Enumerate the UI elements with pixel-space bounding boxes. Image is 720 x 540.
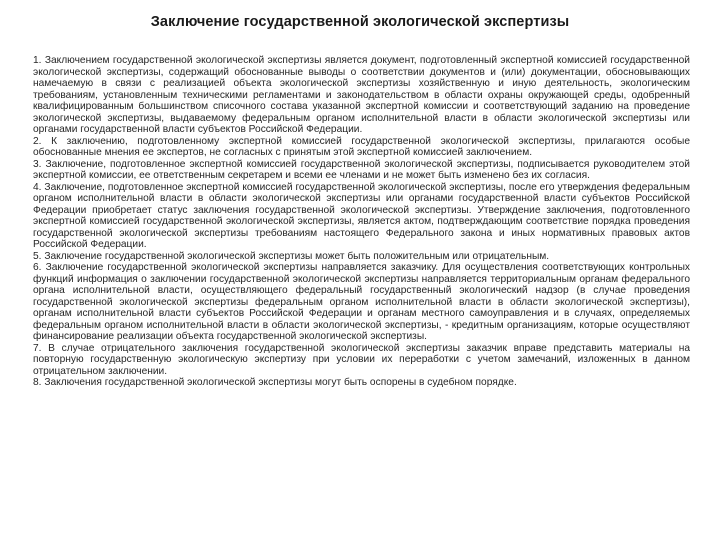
paragraph-5: 5. Заключение государственной экологической экспертизы может быть положительным или отрицательным. [33,250,550,262]
paragraph-4: 4. Заключение, подготовленное экспертной комиссией государственной экологической экспертизы, после его утверждения федеральным органом исполнительной власти в области экологической экспертизы или органами государственной власти субъектов Российской Федерации приобретает статус заключения государственной экологической экспертизы. Утверждение заключения, подготовленного экспертной комиссией государственной экологической экспертизы, является актом, подтверждающим соответствие порядка проведения государственной экологической экспертизы требованиям настоящего Федерального закона и иных нормативных правовых актов Российской Федерации. [33,181,690,250]
slide-title: Заключение государственной экологической экспертизы [150,14,570,30]
paragraph-1: 1. Заключением государственной экологической экспертизы является документ, подготовленный экспертной комиссией государственной экологической экспертизы, содержащий обоснованные выводы о соответствии документов и (или) документации, обосновывающих намечаемую в связи с реализацией объекта экологической экспертизы хозяйственную и иную деятельность, экологическим требованиям, установленным техническими регламентами и законодательством в области охраны окружающей среды, одобренный квалифицированным большинством списочного состава указанной экспертной комиссии и соответствующий заданию на проведение экологической экспертизы, выдаваемому федеральным органом исполнительной власти в области экологической экспертизы или органами государственной власти субъектов Российской Федерации. [33,55,690,135]
paragraph-6: 6. Заключение государственной экологической экспертизы направляется заказчику. Для осуществления соответствующих контрольных функций информация о заключении государственной экологической экспертизы направляется территориальным органам федерального органа исполнительной власти, осуществляющего федеральный государственный экологический надзор (в случае проведения государственной экологической экспертизы федеральным органом исполнительной власти в области экологической экспертизы), органам исполнительной власти субъектов Российской Федерации и органам местного самоуправления и в случаях, определяемых федеральным органом исполнительной власти в области экологической экспертизы, - кредитным организациям, которые осуществляют финансирование реализации объекта государственной экологической экспертизы. [33,262,690,342]
paragraph-8: 8. Заключения государственной экологической экспертизы могут быть оспорены в судебном порядке. [33,377,517,388]
paragraph-2: 2. К заключению, подготовленному экспертной комиссией государственной экологической экспертизы, прилагаются особые обоснованные мнения ее экспертов, не согласных с принятым этой экспертной комиссией заключением. [33,135,690,158]
paragraph-3: 3. Заключение, подготовленное экспертной комиссией государственной экологической экспертизы, подписывается руководителем этой экспертной комиссии, ее ответственным секретарем и всеми ее членами и не может быть изменено без их согласия. [33,158,690,181]
slide-body [33,55,690,389]
paragraph-7: 7. В случае отрицательного заключения государственной экологической экспертизы заказчик вправе представить материалы на повторную государственную экологическую экспертизу при условии их переработки с учетом замечаний, изложенных в данном отрицательном заключении. [33,342,690,377]
